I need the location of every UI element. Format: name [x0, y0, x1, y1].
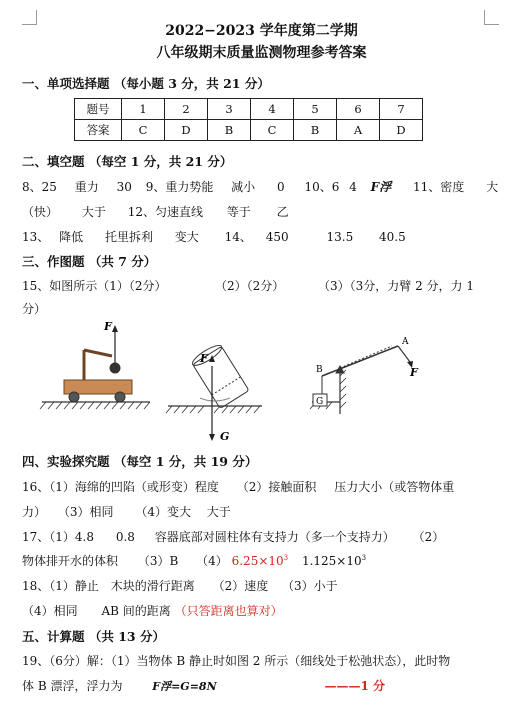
section-4-heading: 四、实验探究题 （每空 1 分，共 19 分）	[22, 454, 258, 469]
table-cell: D	[380, 120, 423, 141]
fig1-force-label: F	[104, 320, 112, 333]
answer-text: 降低	[59, 230, 84, 244]
fig3-label-b: B	[316, 365, 323, 375]
q19-line-1: 19、（6分）解：（1）当物体 B 静止时如图 2 所示（细线处于松弛状态），此时物	[22, 654, 451, 668]
answer-text: 大	[486, 180, 499, 194]
answer-text: （2）	[412, 530, 445, 544]
q18-line-1	[22, 577, 338, 594]
q17-line-2	[22, 552, 366, 569]
drawing-line-2: 分）	[22, 302, 47, 316]
fig3-force-label: F	[410, 366, 418, 379]
table-cell: C	[251, 120, 294, 141]
formula-buoyancy: F浮=G=8N	[152, 680, 217, 693]
table-cell: 3	[208, 99, 251, 120]
answer-text: 等于	[226, 205, 251, 219]
answer-text: （3）B	[137, 554, 179, 568]
answer-text: 容器底部对圆柱体有支持力（多一个支持力）	[154, 530, 395, 544]
answer-text: 13.5	[326, 230, 354, 244]
formula-f-buoyancy: F浮	[370, 180, 392, 194]
answer-text: 大于	[81, 205, 106, 219]
answer-text: 30	[116, 180, 132, 194]
answer-text: 力）	[22, 505, 47, 519]
q17-line-1	[22, 528, 444, 545]
section-5-heading: 五、计算题 （共 13 分）	[22, 629, 165, 644]
answer-text: 压力大小（或答物体重	[334, 480, 455, 494]
q16-line-1	[22, 478, 454, 495]
figure-1-cart	[40, 325, 150, 409]
answer-text: 乙	[276, 205, 289, 219]
fig3-label-g: G	[316, 397, 324, 407]
exponent: 3	[361, 554, 367, 562]
table-label-answer: 答案	[75, 120, 122, 141]
answer-text: AB 间的距离	[101, 604, 171, 618]
answer-text: （快）	[22, 205, 59, 219]
answer-text: 木块的滑行距离	[110, 579, 195, 593]
answer-note: （只答距离也算对）	[174, 604, 283, 618]
table-cell: 5	[294, 99, 337, 120]
answer-text: 450	[265, 230, 289, 244]
answer-text: （4）相同	[22, 604, 78, 618]
exponent: 3	[283, 554, 289, 562]
answer-text: 0	[277, 180, 285, 194]
answer-text: 减小	[231, 180, 256, 194]
table-cell: D	[165, 120, 208, 141]
figure-3-lever	[310, 346, 413, 414]
answer-table	[74, 98, 423, 141]
table-row-numbers	[75, 99, 423, 120]
table-cell: C	[122, 120, 165, 141]
table-cell: 6	[337, 99, 380, 120]
table-cell: 4	[251, 99, 294, 120]
answer-text: 11、密度	[413, 180, 465, 194]
answer-text: 4	[349, 180, 357, 194]
doc-title-line1: 2022−2023 学年度第二学期	[165, 23, 358, 39]
drawing-line-1c: （3）（3分，力臂 2 分，力 1	[318, 279, 474, 293]
answer-text: 16、（1）海绵的凹陷（或形变）程度	[22, 480, 219, 494]
answer-text: 10、6	[304, 180, 340, 194]
q16-line-2	[22, 503, 231, 520]
answer-text: （4）变大	[135, 505, 191, 519]
answer-text: 0.8	[115, 530, 135, 544]
answer-text: 40.5	[379, 230, 406, 244]
answer-text: 17、（1）4.8	[22, 530, 94, 544]
fig2-gravity-label: G	[220, 430, 230, 443]
answer-text: 8、25	[22, 180, 57, 194]
answer-text: 13、	[22, 230, 50, 244]
q18-line-2	[22, 602, 283, 619]
drawing-line-1a: 15、如图所示（1）（2分）	[22, 279, 167, 293]
answer-text: 9、重力势能	[145, 180, 214, 194]
table-cell: B	[208, 120, 251, 141]
table-label-number: 题号	[75, 99, 122, 120]
doc-title-line2: 八年级期末质量监测物理参考答案	[156, 45, 367, 61]
score-mark: ———1 分	[324, 679, 385, 693]
answer-text: 1.125×10	[301, 554, 362, 568]
table-row-answers	[75, 120, 423, 141]
q19-line-2	[22, 677, 385, 694]
drawing-line-1b: （2）（2分）	[215, 279, 285, 293]
fill-line-2	[22, 203, 289, 220]
answer-text: 重力	[74, 180, 99, 194]
table-cell: B	[294, 120, 337, 141]
answer-text: 变大	[174, 230, 199, 244]
figure-2-cup	[166, 342, 262, 441]
answer-text: 体 B 漂浮，浮力为	[22, 679, 123, 693]
answer-text: 12、匀速直线	[127, 205, 203, 219]
answer-text: （3）相同	[57, 505, 114, 519]
answer-text: 14、	[224, 230, 252, 244]
table-cell: 7	[380, 99, 423, 120]
fill-line-1	[22, 178, 498, 195]
table-cell: 2	[165, 99, 208, 120]
answer-text: （2）速度	[212, 579, 269, 593]
answer-text: 18、（1）静止	[22, 579, 99, 593]
section-3-heading: 三、作图题 （共 7 分）	[22, 254, 157, 269]
drawing-figures	[0, 318, 523, 446]
section-1-heading: 一、单项选择题 （每小题 3 分，共 21 分）	[22, 76, 270, 91]
fig2-force-label: F	[200, 352, 208, 365]
answer-density: 6.25×10	[231, 554, 284, 568]
answer-text: 托里拆利	[104, 230, 153, 244]
answer-text: 大于	[206, 505, 231, 519]
fig3-label-a: A	[402, 337, 409, 347]
answer-text: 物体排开水的体积	[22, 554, 119, 568]
table-cell: 1	[122, 99, 165, 120]
fill-line-3	[22, 228, 406, 245]
table-cell: A	[337, 120, 380, 141]
answer-text: （3）小于	[282, 579, 338, 593]
answer-text: （2）接触面积	[236, 480, 317, 494]
answer-text: （4）	[196, 554, 228, 568]
section-2-heading: 二、填空题 （每空 1 分，共 21 分）	[22, 154, 233, 169]
